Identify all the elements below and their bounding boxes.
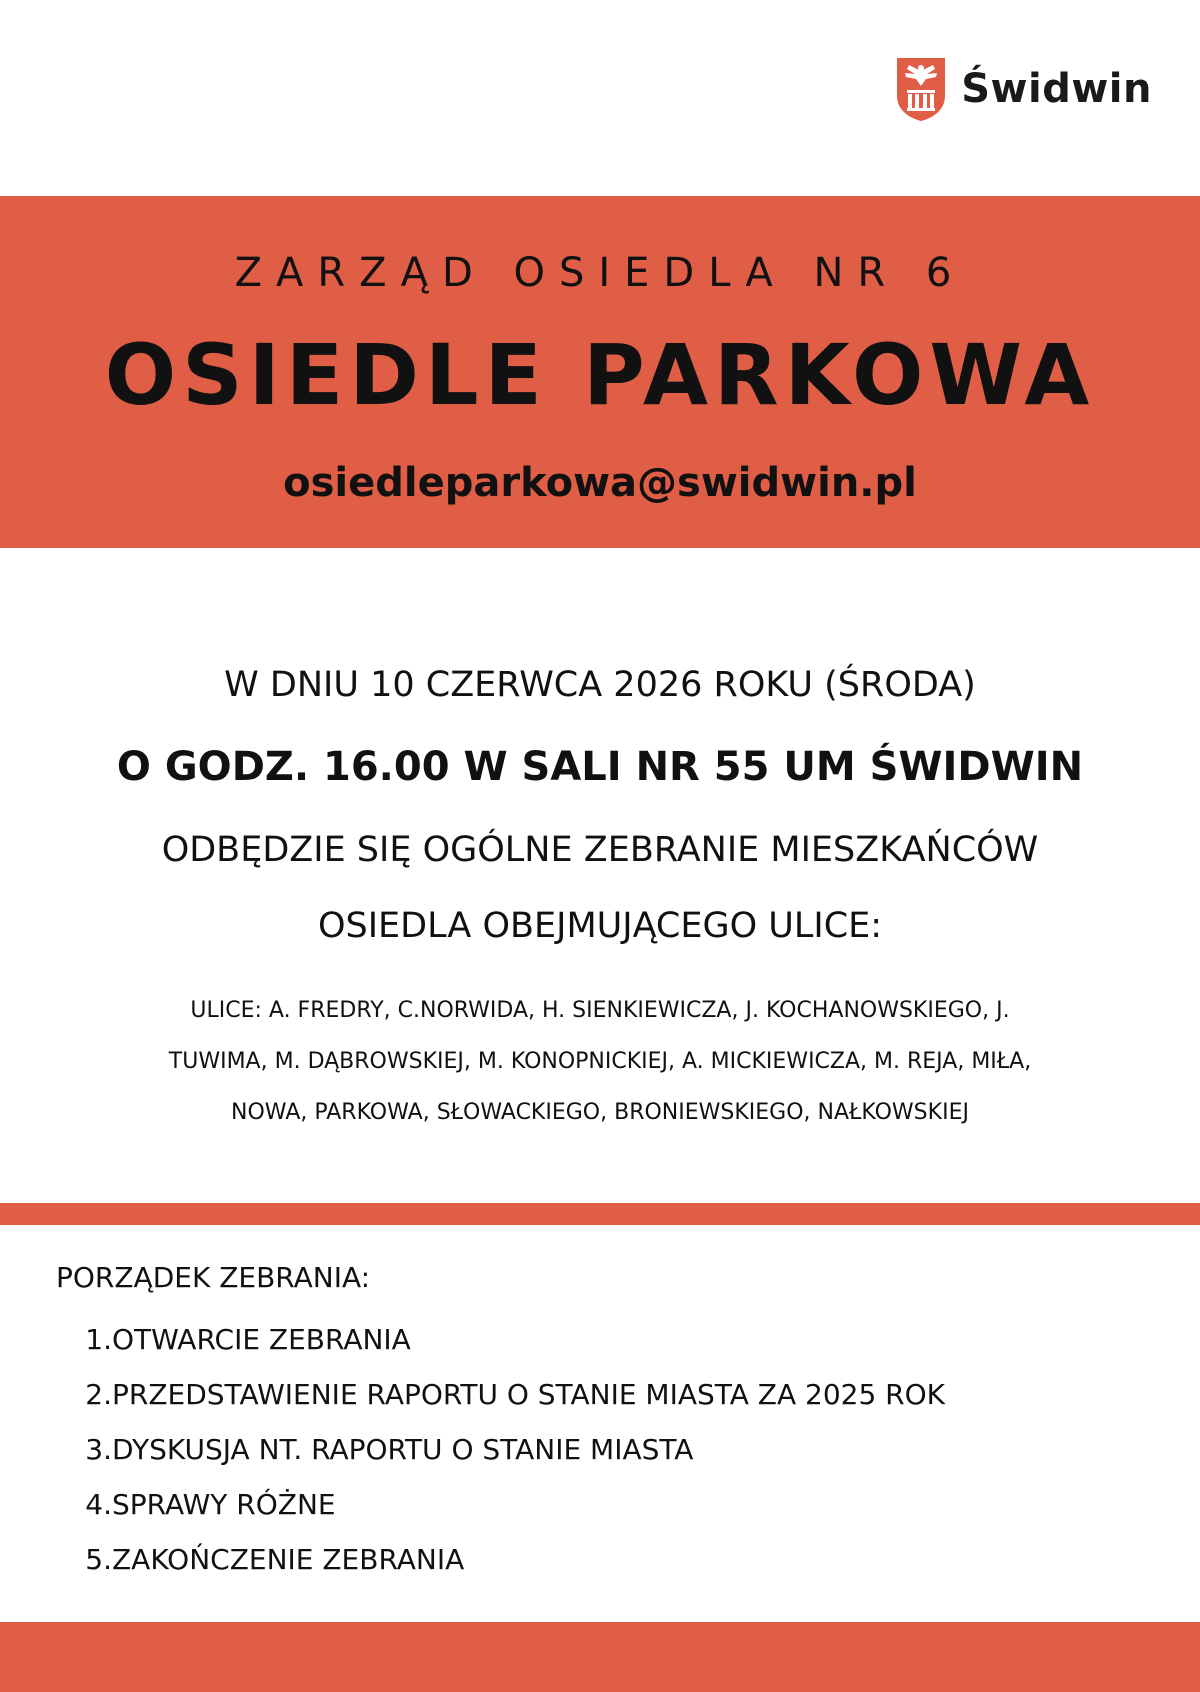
meeting-time-place: O GODZ. 16.00 W SALI NR 55 UM ŚWIDWIN — [116, 744, 1084, 790]
agenda-item — [80, 1312, 945, 1367]
agenda-item-text: SPRAWY RÓŻNE — [112, 1488, 336, 1521]
swidwin-coat-of-arms-icon — [895, 56, 947, 122]
agenda-item-number: 2. — [85, 1378, 112, 1411]
agenda-item — [80, 1532, 945, 1587]
footer-bar — [0, 1622, 1200, 1692]
streets-line: ULICE: A. FREDRY, C.NORWIDA, H. SIENKIEWICZA, J. KOCHANOWSKIEGO, J. — [190, 998, 1010, 1023]
streets-line: TUWIMA, M. DĄBROWSKIEJ, M. KONOPNICKIEJ, A. MICKIEWICZA, M. REJA, MIŁA, — [168, 1049, 1032, 1074]
meeting-date: W DNIU 10 CZERWCA 2026 ROKU (ŚRODA) — [224, 665, 976, 705]
agenda-item-text: PRZEDSTAWIENIE RAPORTU O STANIE MIASTA ZA 2025 ROK — [112, 1378, 946, 1411]
agenda-item-number: 4. — [85, 1488, 112, 1521]
logo-text: Świdwin — [961, 66, 1152, 112]
meeting-description-line-2: OSIEDLA OBEJMUJĄCEGO ULICE: — [317, 906, 883, 946]
board-subtitle: ZARZĄD OSIEDLA NR 6 — [234, 250, 966, 296]
agenda-item-number: 1. — [85, 1323, 112, 1356]
agenda-item-number: 3. — [85, 1433, 112, 1466]
agenda-item-number: 5. — [85, 1543, 112, 1576]
streets-list — [0, 985, 1200, 1138]
estate-title: OSIEDLE PARKOWA — [104, 326, 1096, 424]
agenda-item — [80, 1477, 945, 1532]
agenda-item-text: DYSKUSJA NT. RAPORTU O STANIE MIASTA — [112, 1433, 694, 1466]
agenda-item-text: ZAKOŃCZENIE ZEBRANIA — [112, 1543, 465, 1576]
logo — [895, 56, 1152, 122]
agenda-heading: PORZĄDEK ZEBRANIA: — [56, 1261, 371, 1294]
agenda-item-text: OTWARCIE ZEBRANIA — [112, 1323, 411, 1356]
agenda-list — [80, 1312, 945, 1587]
divider-stripe — [0, 1203, 1200, 1225]
streets-line: NOWA, PARKOWA, SŁOWACKIEGO, BRONIEWSKIEGO, NAŁKOWSKIEJ — [231, 1100, 969, 1125]
meeting-description-line-1: ODBĘDZIE SIĘ OGÓLNE ZEBRANIE MIESZKAŃCÓW — [161, 830, 1039, 870]
agenda-item — [80, 1422, 945, 1477]
contact-email[interactable]: osiedleparkowa@swidwin.pl — [283, 460, 917, 506]
agenda-item — [80, 1367, 945, 1422]
